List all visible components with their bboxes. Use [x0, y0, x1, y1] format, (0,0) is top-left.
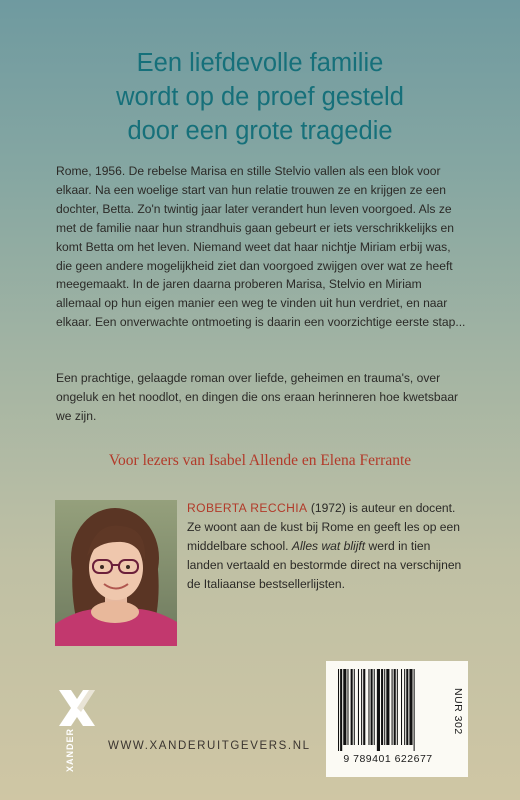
barcode-bar — [343, 669, 346, 745]
headline-line-2: wordt op de proef gesteld — [116, 83, 404, 111]
barcode-bar — [406, 669, 408, 745]
previous-book-title: Alles wat blijft — [291, 538, 366, 553]
publisher-logo-text: XANDER — [65, 728, 75, 773]
barcode-bars — [336, 669, 446, 751]
author-photo — [55, 500, 177, 646]
barcode-bar — [414, 669, 415, 751]
barcode-bar — [363, 669, 365, 745]
barcode-bar — [340, 669, 342, 751]
barcode-bar — [404, 669, 405, 745]
nur-code: NUR 302 — [452, 687, 464, 735]
author-name: ROBERTA RECCHIA — [187, 501, 308, 515]
publisher-logo — [55, 686, 99, 773]
barcode-bar — [347, 669, 348, 745]
author-portrait-illustration — [55, 500, 177, 646]
author-bio-text-2: werd in tien landen vertaald en bestormde direct na verschijnen de Italiaanse bestsellerlijsten. — [187, 538, 462, 591]
barcode-bar — [381, 669, 383, 745]
author-bio-text-1: (1972) is auteur en docent. Ze woont aan de kust bij Rome en geeft les op een middelbare school. — [187, 501, 460, 553]
barcode-bar — [401, 669, 402, 745]
headline-line-1: Een liefdevolle familie — [136, 49, 384, 77]
publisher-website: WWW.XANDERUITGEVERS.NL — [108, 740, 311, 752]
barcode-bar — [358, 669, 359, 745]
barcode-bar — [397, 669, 398, 745]
barcode-bar — [377, 669, 380, 751]
barcode-bar — [361, 669, 362, 745]
isbn-number: 9 789401 622677 — [343, 753, 433, 765]
barcode-bar — [354, 669, 355, 745]
barcode-bar — [351, 669, 353, 745]
tagline: Voor lezers van Isabel Allende en Elena Ferrante — [108, 452, 412, 469]
barcode-panel — [326, 661, 468, 777]
xander-x-icon — [55, 686, 99, 756]
headline-line-3: door een grote tragedie — [127, 117, 393, 145]
barcode-bar — [371, 669, 373, 745]
barcode-bar — [374, 669, 375, 745]
blurb-paragraph-1: Rome, 1956. De rebelse Marisa en stille Stelvio vallen als een blok voor elkaar. Na een woelige start van hun relatie trouwen ze en krijgen ze een dochter, Betta. Zo'n twintig jaar later verandert hun leven voorgoed. Als ze met de familie naar hun strandhuis gaan gebeurt er iets verschrikkelijks en komt Betta om het leven. Niemand weet dat haar nichtje Miriam erbij was, die geen andere mogelijkheid ziet dan voorgoed zwijgen over wat ze heeft meegemaakt. In de jaren daarna proberen Marisa, Stelvio en Miriam allemaal op hun eigen manier een weg te vinden uit hun verdriet, en naar elkaar. Een onverwachte ontmoeting is daarin een voorzichtige eerste stap... — [56, 164, 466, 330]
barcode-bar — [384, 669, 385, 745]
headline — [40, 46, 480, 148]
barcode-bar — [386, 669, 389, 745]
author-bio — [187, 499, 468, 594]
blurb-paragraph-2: Een prachtige, gelaagde roman over liefde, geheimen en trauma's, over ongeluk en het noodlot, en dingen die ons eraan herinneren hoe kwetsbaar we zijn. — [56, 371, 459, 423]
barcode-bar — [368, 669, 369, 745]
barcode-bar — [392, 669, 393, 745]
barcode-bar — [394, 669, 396, 745]
barcode-bar — [338, 669, 339, 751]
barcode-bar — [409, 669, 412, 745]
